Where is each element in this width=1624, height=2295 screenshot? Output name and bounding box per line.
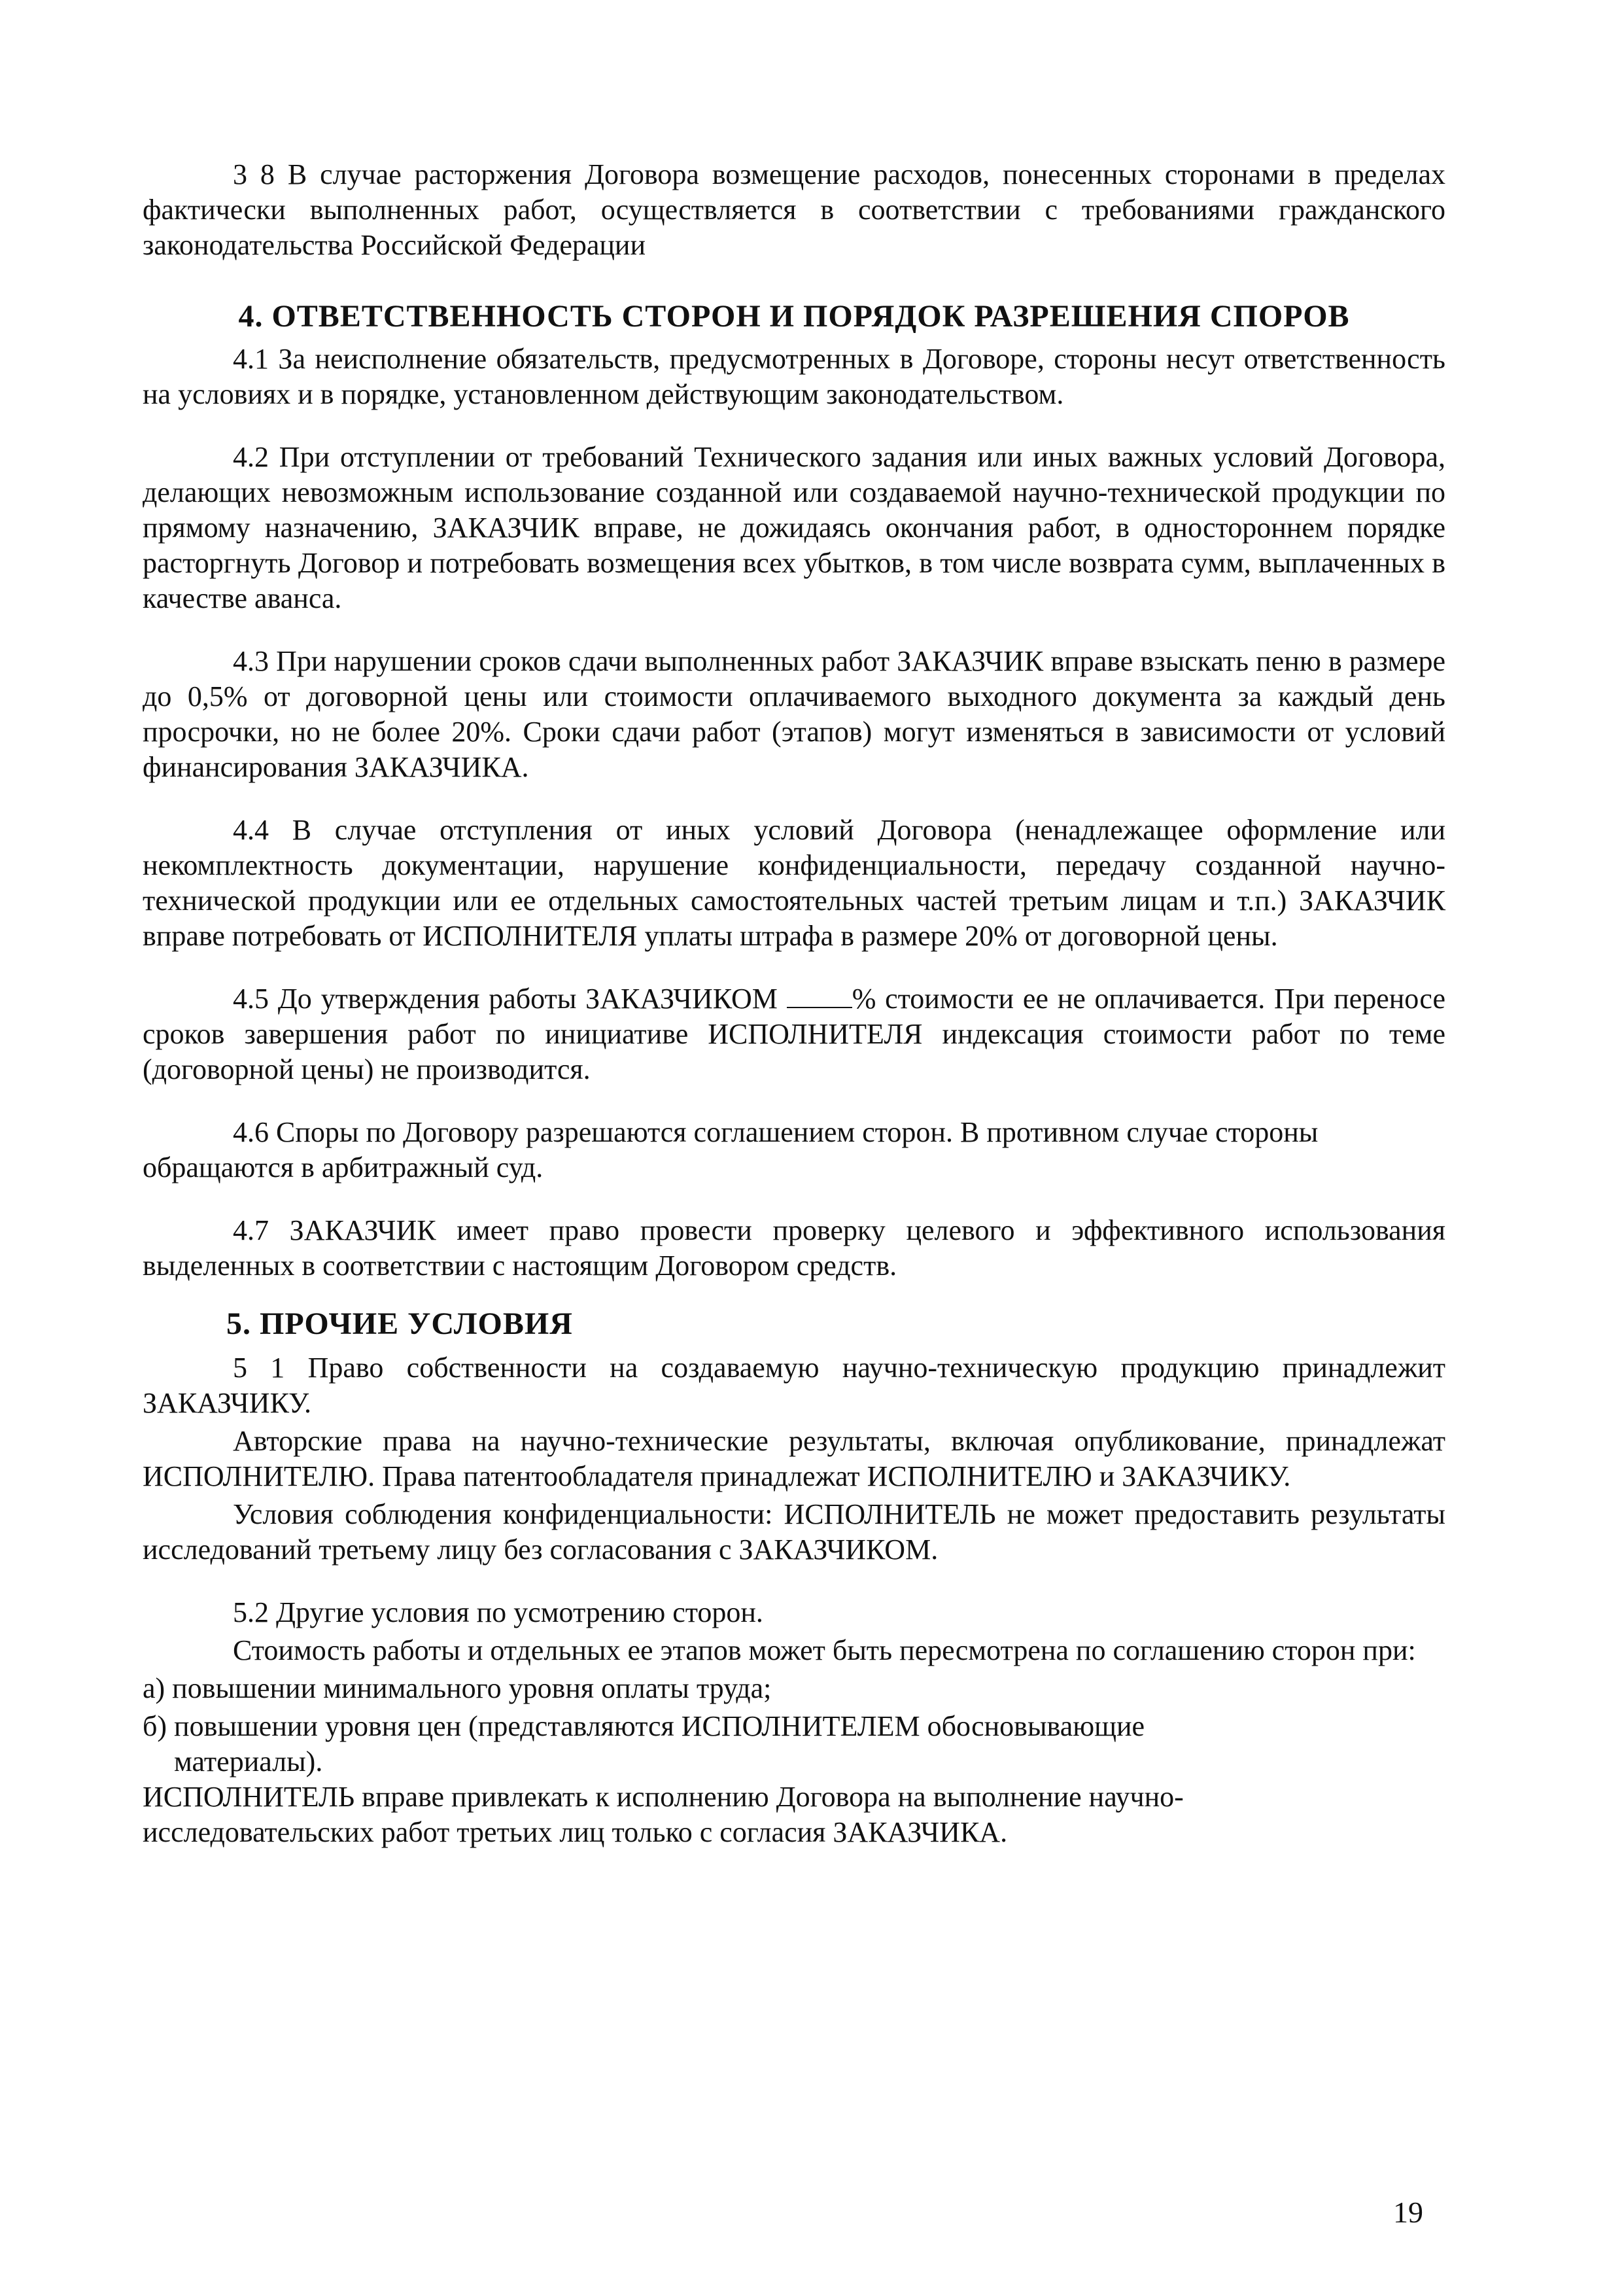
paragraph-4-3: 4.3 При нарушении сроков сдачи выполненных работ ЗАКАЗЧИК вправе взыскать пеню в размере до 0,5% от договорной цены или стоимости оплачиваемого выходного документа за каждый день просрочки, но не более 20%. Сроки сдачи работ (этапов) могут изменяться в зависимости от условий финансирования ЗАКАЗЧИКА. [143,645,1445,783]
paragraph-4-1: 4.1 За неисполнение обязательств, предусмотренных в Договоре, стороны несут ответственность на условиях и в порядке, установленном действующим законодательством. [143,343,1445,410]
section-5-heading: 5. ПРОЧИЕ УСЛОВИЯ [226,1306,573,1341]
percent-blank-line [787,982,852,1008]
document-page [143,157,1445,1850]
section-4-heading: 4. ОТВЕТСТВЕННОСТЬ СТОРОН И ПОРЯДОК РАЗРЕШЕНИЯ СПОРОВ [238,299,1350,334]
list-item-a: а) повышении минимального уровня оплаты труда; [143,1672,772,1704]
page-number: 19 [1393,2196,1423,2229]
paragraph-final: ИСПОЛНИТЕЛЬ вправе привлекать к исполнению Договора на выполнение научно-исследовательских работ третьих лиц только с согласия ЗАКАЗЧИКА. [143,1781,1184,1848]
paragraph-5-2-cost: Стоимость работы и отдельных ее этапов может быть пересмотрена по соглашению сторон при: [233,1634,1416,1666]
paragraph-4-2: 4.2 При отступлении от требований Технического задания или иных важных условий Договора, делающих невозможным использование созданной или создаваемой научно-технической продукции по прямому назначению, ЗАКАЗЧИК вправе, не дожидаясь окончания работ, в одностороннем порядке расторгнуть Договор и потребовать возмещения всех убытков, в том числе возврата сумм, выплаченных в качестве аванса. [143,441,1445,614]
paragraph-4-5-end: % стоимости ее не оплачивается. При переносе сроков завершения работ по инициативе ИСПОЛНИТЕЛЯ индексация стоимости работ по теме (договорной цены) не производится. [143,983,1445,1085]
paragraph-4-6: 4.6 Споры по Договору разрешаются соглашением сторон. В противном случае стороны обращаются в арбитражный суд. [143,1116,1319,1183]
paragraph-4-7: 4.7 ЗАКАЗЧИК имеет право провести проверку целевого и эффективного использования выделенных в соответствии с настоящим Договором средств. [143,1214,1445,1282]
paragraph-4-4: 4.4 В случае отступления от иных условий Договора (ненадлежащее оформление или некомплектность документации, нарушение конфиденциальности, передачу созданной научно-технической продукции или ее отдельных самостоятельных частей третьим лицам и т.п.) ЗАКАЗЧИК вправе потребовать от ИСПОЛНИТЕЛЯ уплаты штрафа в размере 20% от договорной цены. [143,814,1445,952]
paragraph-5-2: 5.2 Другие условия по усмотрению сторон. [233,1596,763,1628]
paragraph-5-1-authors: Авторские права на научно-технические результаты, включая опубликование, принадлежат ИСПОЛНИТЕЛЮ. Права патентообладателя принадлежат ИСПОЛНИТЕЛЮ и ЗАКАЗЧИКУ. [143,1425,1445,1492]
paragraph-4-5-start: 4.5 До утверждения работы ЗАКАЗЧИКОМ [233,983,787,1015]
list-item-b: б) повышении уровня цен (представляются ИСПОЛНИТЕЛЕМ обосновывающие материалы). [143,1710,1145,1778]
paragraph-5-1-confidentiality: Условия соблюдения конфиденциальности: ИСПОЛНИТЕЛЬ не может предоставить результаты исследований третьему лицу без согласования с ЗАКАЗЧИКОМ. [143,1498,1445,1566]
paragraph-5-1: 5 1 Право собственности на создаваемую научно-техническую продукцию принадлежит ЗАКАЗЧИКУ. [143,1352,1445,1419]
paragraph-4-5 [143,981,1445,1087]
paragraph-3-8: 3 8 В случае расторжения Договора возмещение расходов, понесенных сторонами в пределах фактически выполненных работ, осуществляется в соответствии с требованиями гражданского законодательства Российской Федерации [143,158,1445,261]
